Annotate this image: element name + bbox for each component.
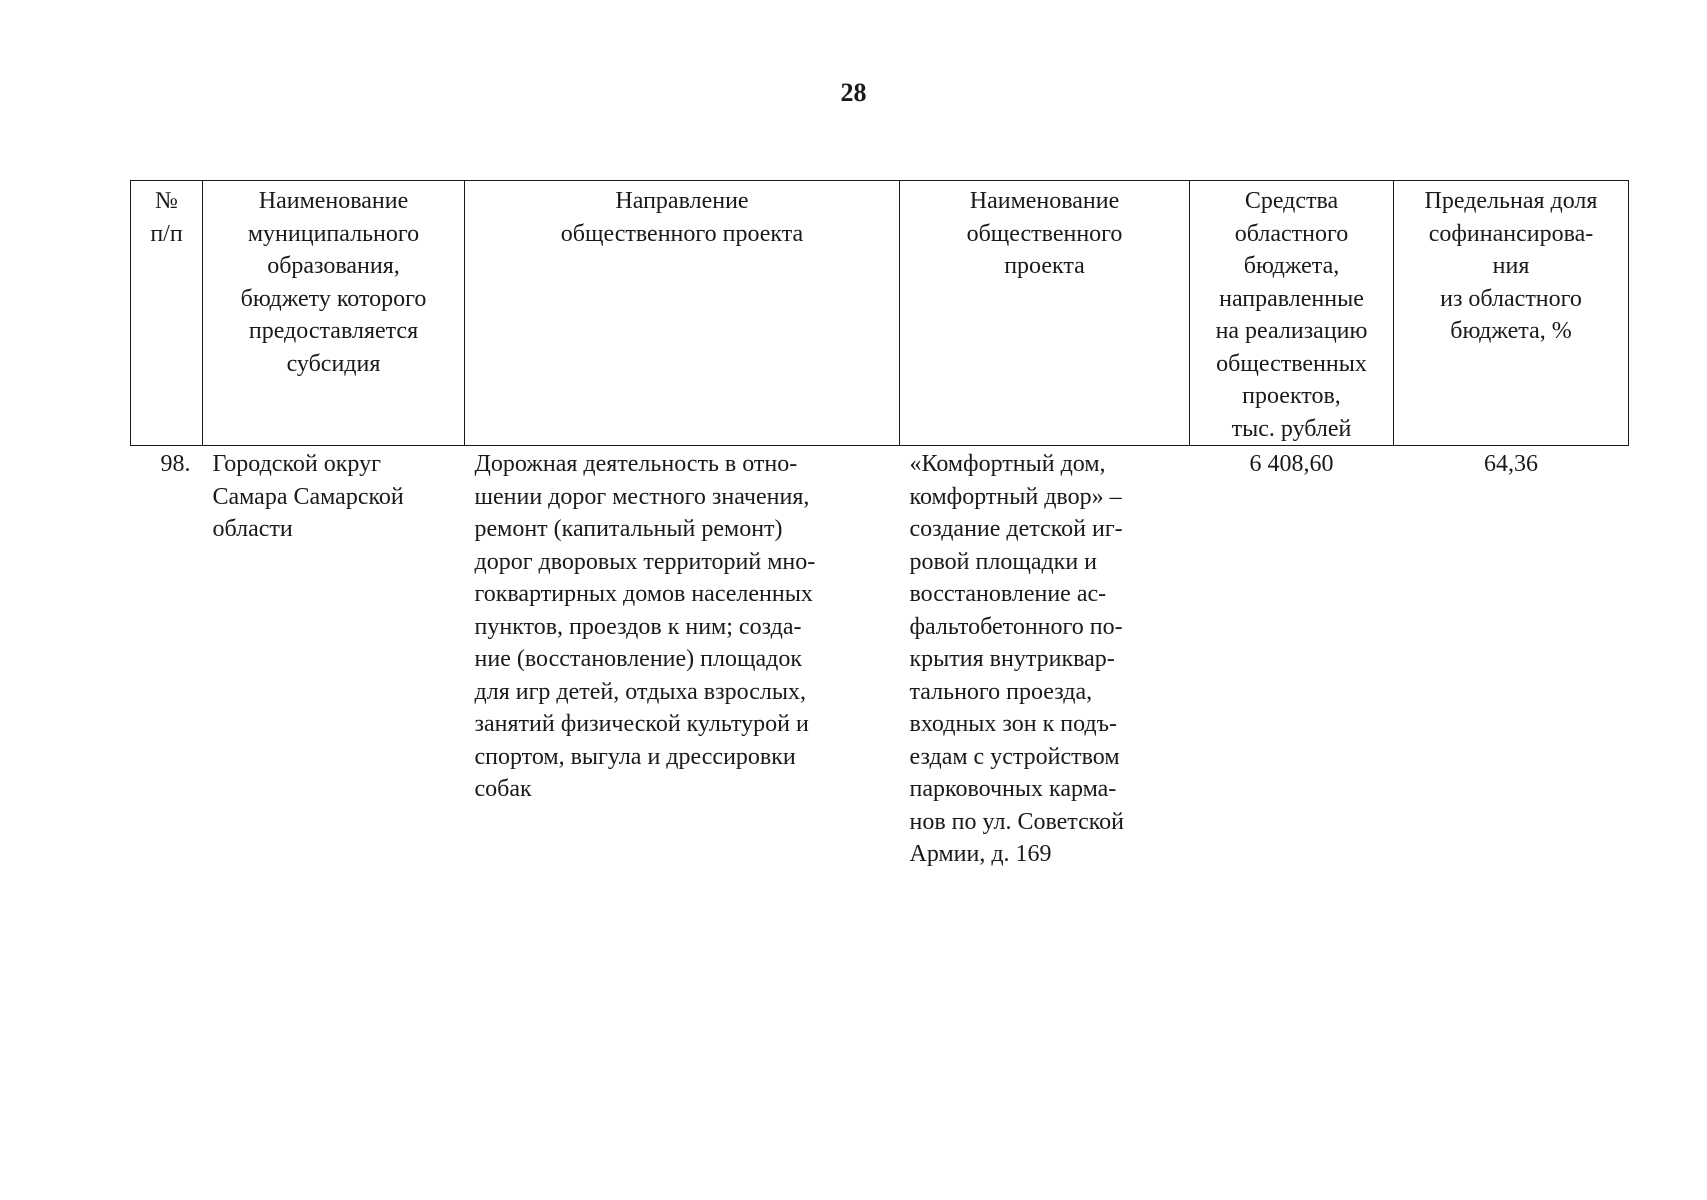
row-number: 98. [160, 451, 191, 477]
header-project-direction: Направление общественного проекта [465, 181, 900, 446]
subsidy-table [130, 180, 1629, 871]
header-cofinancing-share: Предельная доля софинансирова- ния из областного бюджета, % [1394, 181, 1629, 446]
header-number: № п/п [131, 181, 203, 446]
table-row [131, 446, 1629, 871]
table-header-row [131, 181, 1629, 446]
row-cofinancing-share: 64,36 [1484, 451, 1538, 477]
page-number: 28 [840, 78, 867, 107]
header-project-name: Наименование общественного проекта [900, 181, 1190, 446]
row-project-direction: Дорожная деятельность в отно- шении дорог местного значения, ремонт (капитальный ремонт) дорог дворовых территорий мно- гоквартирных домов населенных пунктов, проездов к ним; созда- ние (восстановление) площадок для игр детей, отдыха взрослых, занятий физической культурой и спортом, выгула и дрессировки собак [474, 451, 816, 802]
header-municipality: Наименование муниципального образования, бюджету которого предоставляется субсидия [203, 181, 465, 446]
row-municipality: Городской округ Самара Самарской области [212, 451, 404, 542]
row-regional-funds: 6 408,60 [1249, 451, 1334, 477]
header-regional-funds: Средства областного бюджета, направленные на реализацию общественных проектов, тыс. рублей [1190, 181, 1394, 446]
row-project-name: «Комфортный дом, комфортный двор» – создание детской иг- ровой площадки и восстановление ас- фальтобетонного по- крытия внутриквар- тального проезда, входных зон к подъ- ездам с устройством парковочных карма- нов по ул. Советской Армии, д. 169 [909, 451, 1125, 867]
